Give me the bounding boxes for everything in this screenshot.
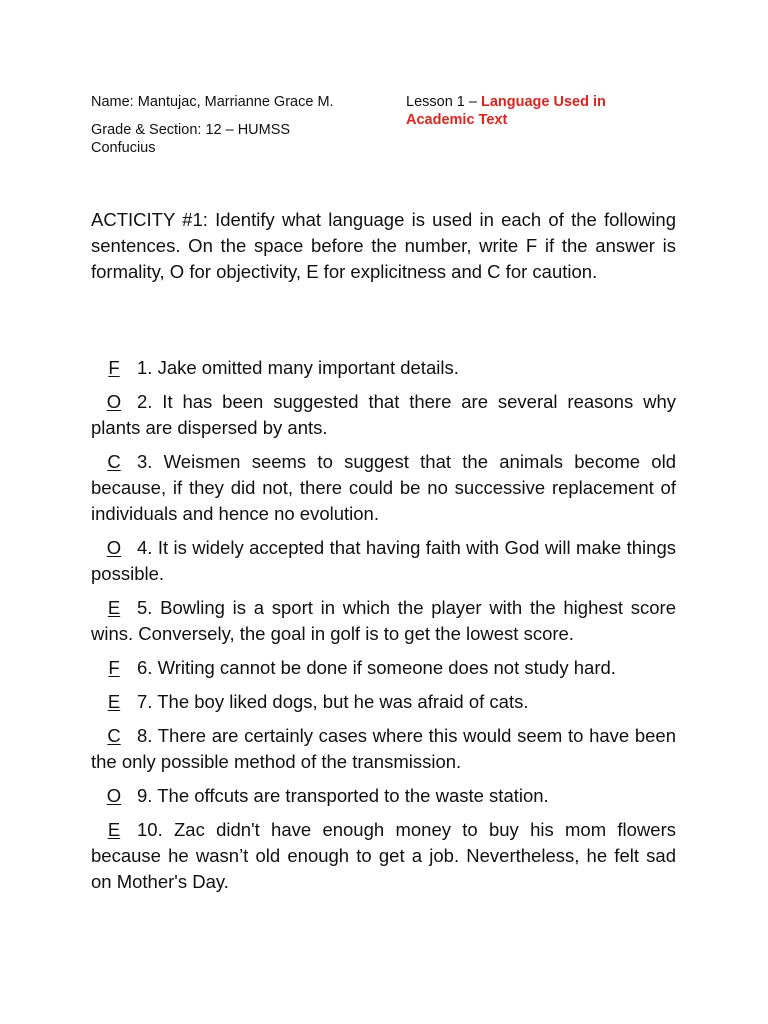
answer-blank: E bbox=[107, 691, 121, 712]
answer-blank: O bbox=[106, 391, 122, 412]
item-text: 8. There are certainly cases where this would seem to have been the only possible method of the transmission. bbox=[91, 725, 676, 772]
answer-blank: C bbox=[107, 451, 121, 472]
lesson-title: Language Used in Academic Text bbox=[406, 94, 606, 128]
answer-blank: C bbox=[107, 725, 121, 746]
answer-blank: O bbox=[106, 537, 122, 558]
list-item bbox=[91, 689, 676, 715]
item-text: 7. The boy liked dogs, but he was afraid of cats. bbox=[137, 691, 529, 712]
item-text: 5. Bowling is a sport in which the player with the highest score wins. Conversely, the goal in golf is to get the lowest score. bbox=[91, 597, 676, 644]
item-text: 1. Jake omitted many important details. bbox=[137, 357, 459, 378]
list-item bbox=[91, 723, 676, 775]
student-info bbox=[91, 93, 391, 157]
grade-section: Grade & Section: 12 – HUMSS bbox=[91, 122, 291, 138]
list-item bbox=[91, 783, 676, 809]
activity-items bbox=[91, 355, 676, 903]
answer-blank: F bbox=[108, 657, 120, 678]
list-item bbox=[91, 355, 676, 381]
answer-blank: O bbox=[106, 785, 122, 806]
item-text: 6. Writing cannot be done if someone does not study hard. bbox=[137, 657, 616, 678]
item-text: 10. Zac didn't have enough money to buy his mom flowers because he wasn’t old enough to get a job. Nevertheless, he felt sad on Mother's Day. bbox=[91, 819, 676, 892]
item-text: 3. Weismen seems to suggest that the animals become old because, if they did not, there could be no successive replacement of individuals and hence no evolution. bbox=[91, 451, 676, 524]
list-item bbox=[91, 449, 676, 527]
section-name: Confucius bbox=[91, 140, 156, 156]
lesson-info bbox=[406, 93, 646, 129]
answer-blank: E bbox=[107, 819, 121, 840]
answer-blank: E bbox=[107, 597, 121, 618]
lesson-prefix: Lesson 1 – bbox=[406, 94, 481, 110]
item-text: 2. It has been suggested that there are several reasons why plants are dispersed by ants. bbox=[91, 391, 676, 438]
list-item bbox=[91, 389, 676, 441]
list-item bbox=[91, 595, 676, 647]
answer-blank: F bbox=[108, 357, 120, 378]
document-header bbox=[91, 93, 691, 173]
item-text: 9. The offcuts are transported to the waste station. bbox=[137, 785, 549, 806]
activity-instructions: ACTICITY #1: Identify what language is used in each of the following sentences. On the space before the number, write F if the answer is formality, O for objectivity, E for explicitness and C for caution. bbox=[91, 209, 676, 282]
list-item bbox=[91, 655, 676, 681]
student-name: Name: Mantujac, Marrianne Grace M. bbox=[91, 94, 334, 110]
item-text: 4. It is widely accepted that having faith with God will make things possible. bbox=[91, 537, 676, 584]
list-item bbox=[91, 535, 676, 587]
list-item bbox=[91, 817, 676, 895]
